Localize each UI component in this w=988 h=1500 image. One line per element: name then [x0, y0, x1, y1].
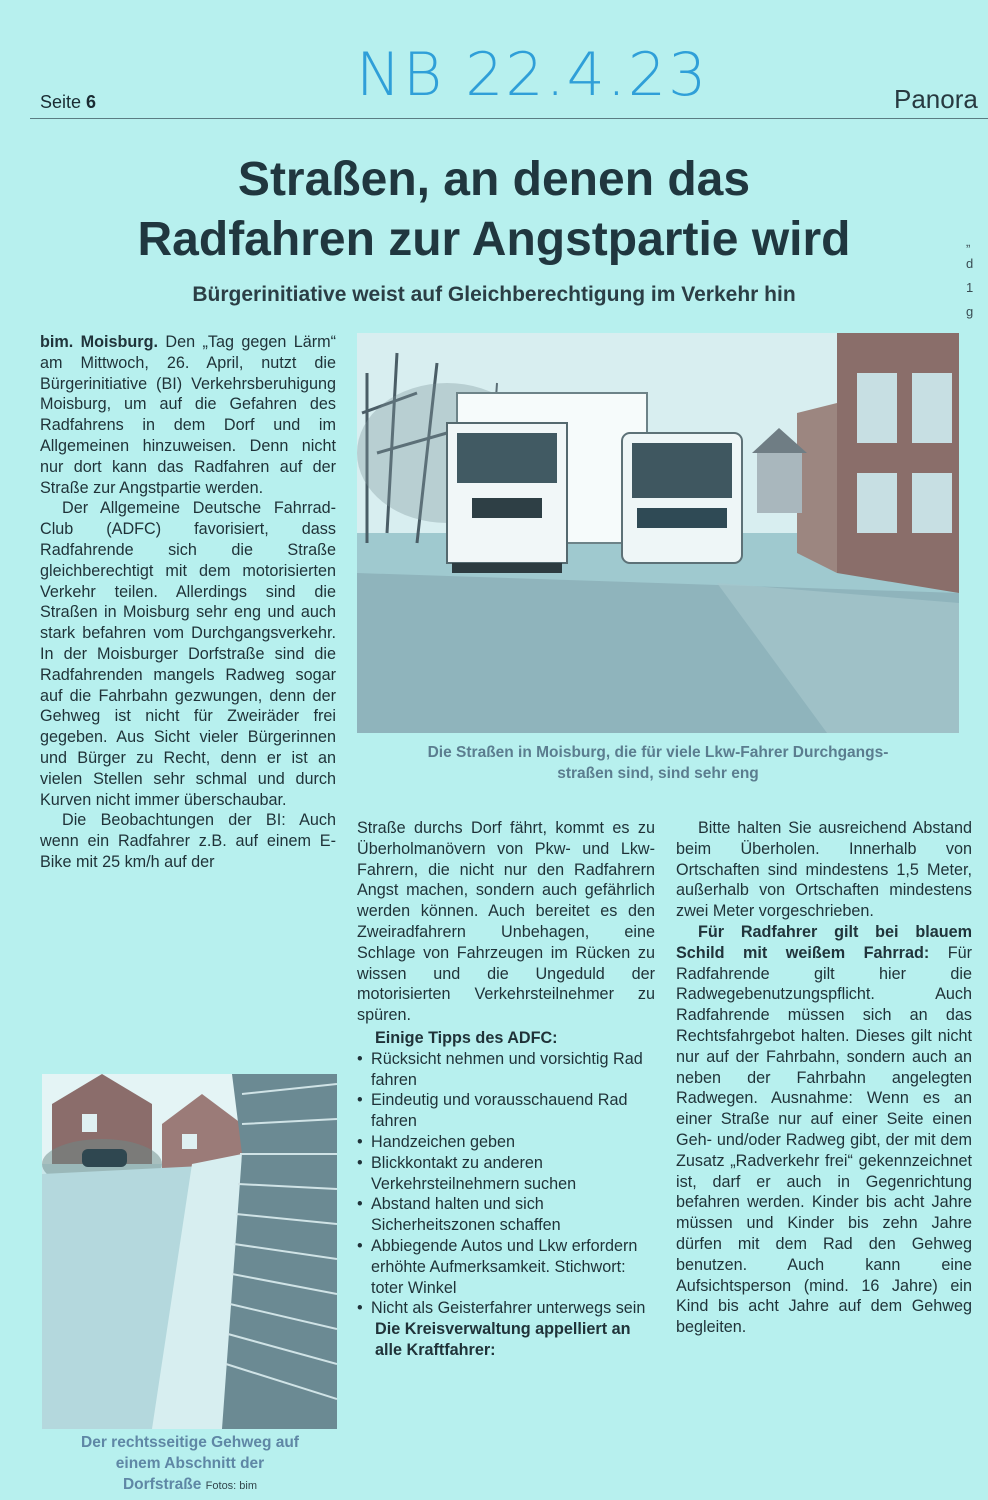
sidewalk-illustration	[42, 1074, 337, 1429]
list-item: • Abstand halten und sich Sicherheitszonen schaffen	[357, 1194, 655, 1236]
list-item: • Rücksicht nehmen und vorsichtig Rad fahren	[357, 1049, 655, 1091]
article-column-2	[357, 818, 655, 1361]
page-number-value: 6	[86, 92, 97, 112]
page-number	[40, 92, 96, 113]
caption-line-2: einem Abschnitt der	[115, 1455, 265, 1472]
subheadline: Bürgerinitiative weist auf Gleichberechtigung im Verkehr hin	[192, 283, 796, 306]
photo-credit: Fotos: bim	[205, 1480, 258, 1492]
sidewalk-photo	[42, 1074, 337, 1429]
headline-line-1: Straßen, an denen das	[237, 153, 751, 206]
sidewalk-photo-caption	[40, 1432, 340, 1497]
dateline: bim. Moisburg.	[40, 333, 158, 351]
main-photo	[357, 333, 959, 733]
paragraph: Der Allgemeine Deutsche Fahrrad-Club (ADFC) favorisiert, dass Radfahrende sich die Straße gleichberechtigt mit dem motorisierten Verkehr teilen. Allerdings sind die Straßen in Moisburg sehr eng und auch stark befahren vom Durchgangsverkehr. In der Moisburger Dorfstraße sind die Radfahrenden mangels Radweg sogar auf die Fahrbahn gezwungen, denn der Gehweg ist nicht für Zweiräder frei gegeben. Aus Sicht vieler Bürgerinnen und Bürger zu Recht, denn er ist an vielen Stellen sehr schmal und durch Kurven nicht immer überschaubar.	[40, 499, 336, 809]
list-item: • Abbiegende Autos und Lkw erfordern erhöhte Aufmerksamkeit. Stichwort: toter Winkel	[357, 1236, 655, 1298]
paragraph: Die Beobachtungen der BI: Auch wenn ein Radfahrer z.B. auf einem E-Bike mit 25 km/h auf der	[40, 811, 336, 871]
main-photo-caption	[357, 742, 959, 784]
article-column-1	[40, 332, 336, 873]
paragraph-text: Den „Tag gegen Lärm“ am Mittwoch, 26. April, nutzt die Bürgerinitiative (BI) Verkehrsberuhigung Moisburg, um auf die Gefahren des Radfahrens in dem Dorf und im Allgemeinen hinzuweisen. Denn nicht nur dort kann das Radfahren auf der Straße zur Angstpartie werden.	[40, 333, 337, 497]
caption-line-2: straßen sind, sind sehr eng	[557, 765, 759, 782]
header-rule	[30, 118, 988, 119]
margin-fragment: 1	[966, 280, 974, 295]
paragraph: Straße durchs Dorf fährt, kommt es zu Überholmanövern von Pkw- und Lkw-Fahrern, die nicht nur den Radfahrern Angst machen, sondern auch gefährlich werden können. Auch bereitet es den Zweiradfahrern Unbehagen, eine Schlage von Fahrzeugen im Rücken zu wissen und die Ungeduld der motorisierten Verkehrsteilnehmer zu spüren.	[357, 819, 655, 1025]
section-title: Panora	[894, 84, 978, 114]
list-item: • Nicht als Geisterfahrer unterwegs sein	[357, 1298, 655, 1319]
street-trucks-illustration	[357, 333, 959, 733]
headline-line-2: Radfahren zur Angstpartie wird	[137, 213, 851, 266]
handwritten-date: NB 22.4.23	[356, 40, 709, 110]
page-label: Seite	[40, 92, 82, 112]
paragraph	[40, 332, 336, 498]
list-item: • Blickkontakt zu anderen Verkehrsteilnehmern suchen	[357, 1153, 655, 1195]
caption-line-3	[40, 1474, 340, 1497]
caption-line-1: Die Straßen in Moisburg, die für viele Lkw-Fahrer Durchgangs-	[427, 744, 889, 761]
paragraph	[676, 922, 972, 1338]
tips-heading: Einige Tipps des ADFC:	[375, 1028, 558, 1047]
margin-fragment: „	[966, 234, 971, 249]
paragraph-text: Für Radfahrende gilt hier die Radwegebenutzungspflicht. Auch Radfahrende müssen sich an das Rechtsfahrgebot halten. Dieses gilt nicht nur auf der Fahrbahn, sondern auch an neben der Fahrbahn angelegten Radwegen. Ausnahme: Wenn es an einer Straße nur auf einer Seite einen Geh- und/oder Radweg gibt, der mit dem Zusatz „Radverkehr frei“ gekennzeichnet ist, darf er auch in Gegenrichtung befahren werden. Kinder bis acht Jahre müssen und Kinder bis zehn Jahre dürfen mit dem Rad den Gehweg benutzen. Auch kann eine Aufsichtsperson (mind. 16 Jahre) ein Kind bis acht Jahre auf dem Gehweg begleiten.	[676, 943, 972, 1337]
caption-text: Dorfstraße	[122, 1476, 202, 1493]
list-item: • Handzeichen geben	[357, 1132, 655, 1153]
caption-line-1: Der rechtsseitige Gehweg auf	[81, 1434, 299, 1451]
list-item: • Eindeutig und vorausschauend Rad fahren	[357, 1090, 655, 1132]
article-column-3	[676, 818, 972, 1338]
tips-list	[357, 1049, 655, 1319]
closing-heading: Die Kreisverwaltung appelliert an alle Kraftfahrer:	[375, 1320, 631, 1359]
paragraph: Bitte halten Sie ausreichend Abstand beim Überholen. Innerhalb von Ortschaften sind mindestens 1,5 Meter, außerhalb von Ortschaften mindestens zwei Meter vorgeschrieben.	[676, 819, 972, 921]
margin-fragment: d	[966, 256, 974, 271]
margin-fragment: g	[966, 304, 974, 319]
rule-heading: Für Radfahrer gilt bei blauem Schild mit weißem Fahrrad:	[676, 922, 972, 962]
